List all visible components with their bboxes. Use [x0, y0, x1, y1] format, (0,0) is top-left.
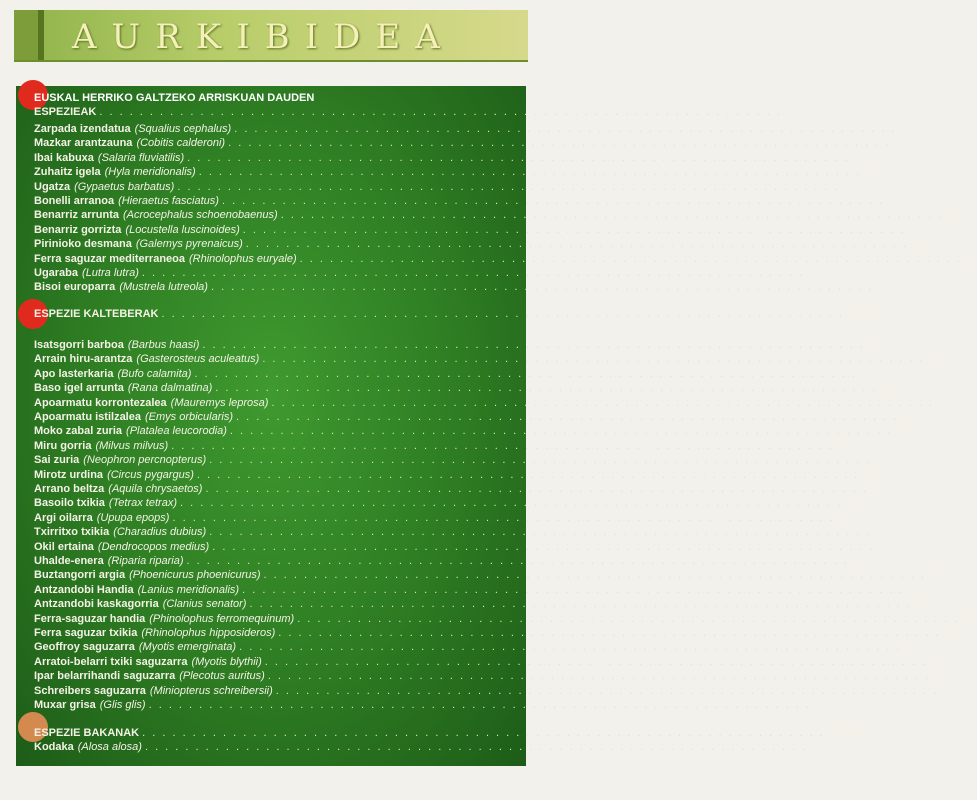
toc-entry[interactable]: Zuhaitz igela (Hyla meridionalis) . . . . . . . . . . . . . . . . . . . . . . . . . . . . . . . . . . . . . . . . . . . . . . . . . . . . . . . . . . . . . . . . . . 10 — [34, 166, 877, 179]
scientific-name: (Gypaetus barbatus) — [74, 180, 175, 193]
page-number: 38 — [874, 454, 887, 467]
section-2-title: ESPEZIE KALTEBERAK — [34, 308, 159, 320]
page-number: 55 — [943, 627, 956, 639]
species-name: Arrano beltza — [34, 483, 105, 495]
toc-entry[interactable]: Geoffroy saguzarra (Myotis emerginata) . . . . . . . . . . . . . . . . . . . . . . . . . . . . . . . . . . . . . . . . . . . . . . . . . . . . . . . . . . . . . . . . . . 56 — [34, 641, 917, 654]
page-number: 25 — [927, 353, 940, 366]
toc-entry[interactable]: Argi oilarra (Upupa epops) . . . . . . . . . . . . . . . . . . . . . . . . . . . . . . . . . . . . . . . . . . . . . . . . . . . . . . . . . . . . . . . . . . 45 — [34, 511, 851, 524]
page-number: 47 — [877, 540, 890, 553]
page-number: 64 — [810, 741, 823, 753]
species-name: Ferra-saguzar handia — [34, 612, 146, 625]
section-3-pages: 64-136 — [827, 727, 862, 739]
toc-entry[interactable]: Mazkar arantzauna (Cobitis calderoni) . . . . . . . . . . . . . . . . . . . . . . . . . . . . . . . . . . . . . . . . . . . . . . . . . . . . . . . . . . . . . . . . . . 6 — [34, 137, 900, 150]
scientific-name: (Mauremys leprosa) — [170, 396, 269, 409]
scientific-name: (Miniopterus schreibersii) — [149, 684, 273, 697]
species-name: Benarriz gorrizta — [34, 223, 122, 236]
page-number: 14 — [887, 195, 900, 207]
species-name: Mazkar arantzauna — [34, 137, 133, 150]
species-name: Bonelli arranoa — [34, 195, 115, 207]
scientific-name: (Bufo calamita) — [117, 367, 192, 380]
page-number: 60 — [941, 684, 954, 697]
page-number: 56 — [904, 641, 917, 654]
toc-entry[interactable]: Ugaraba (Lutra lutra) . . . . . . . . . . . . . . . . . . . . . . . . . . . . . . . . . . . . . . . . . . . . . . . . . . . . . . . . . . . . . . . . . . 20 — [34, 267, 820, 279]
scientific-name: (Cobitis calderoni) — [136, 137, 226, 150]
species-name: Bisoi europarra — [34, 281, 116, 294]
page-number: 48 — [851, 555, 865, 567]
scientific-name: (Aquila chrysaetos) — [108, 483, 203, 495]
toc-entry[interactable]: Apo lasterkaria (Bufo calamita) . . . . . . . . . . . . . . . . . . . . . . . . . . . . . . . . . . . . . . . . . . . . . . . . . . . . . . . . . . . . . . . . . . 26 — [34, 367, 873, 380]
section-2-heading[interactable]: ESPEZIE KALTEBERAK . . . . . . . . . . . . . . . . . . . . . . . . . . . . . . . . . . . . . . . . . . . . . . . . . . . . . . . . . . . . . . . . . . . . 24-62 — [34, 308, 876, 320]
scientific-name: (Riparia riparia) — [107, 555, 184, 567]
species-name: Apoarmatu istilzalea — [34, 411, 141, 423]
page-title: AURKIBIDEA — [72, 17, 455, 57]
page-number: 19 — [965, 252, 977, 265]
toc-entry[interactable]: Uhalde-enera (Riparia riparia) . . . . . . . . . . . . . . . . . . . . . . . . . . . . . . . . . . . . . . . . . . . . . . . . . . . . . . . . . . . . . . . . . . 48 — [34, 555, 865, 567]
scientific-name: (Dendrocopos medius) — [97, 540, 210, 553]
species-name: Buztangorri argia — [34, 569, 126, 582]
scientific-name: (Lutra lutra) — [82, 267, 139, 279]
species-name: Moko zabal zuria — [34, 425, 123, 438]
scientific-name: (Barbus haasi) — [127, 339, 200, 351]
page-number: 36 — [836, 439, 849, 452]
toc-entry[interactable]: Arratoi-belarri txiki saguzarra (Myotis blythii) . . . . . . . . . . . . . . . . . . . . . . . . . . . . . . . . . . . . . . . . . . . . . . . . . . . . . . . . . . . . . . . . . . 57 — [34, 655, 943, 668]
scientific-name: (Squalius cephalus) — [134, 123, 232, 135]
species-name: Baso igel arrunta — [34, 382, 124, 395]
scientific-name: (Myotis emerginata) — [138, 641, 237, 654]
species-name: Antzandobi kaskagorria — [34, 598, 159, 611]
species-name: Sai zuria — [34, 454, 80, 467]
page-number: 54 — [962, 612, 975, 625]
scientific-name: (Locustella luscinoides) — [125, 223, 240, 236]
section-3-title: ESPEZIE BAKANAK — [34, 727, 140, 739]
toc-entry[interactable]: Ferra saguzar txikia (Rhinolophus hipposideros) . . . . . . . . . . . . . . . . . . . . . . . . . . . . . . . . . . . . . . . . . . . . . . . . . . . . . . . . . . . . . . . . . . 55 — [34, 627, 956, 639]
species-name: Okil ertaina — [34, 540, 94, 553]
page-number: 22 — [876, 281, 889, 294]
species-name: Zuhaitz igela — [34, 166, 101, 179]
page-number: 18 — [911, 238, 924, 251]
scientific-name: (Myotis blythii) — [191, 655, 262, 668]
toc-entry[interactable]: Apoarmatu korrontezalea (Mauremys leprosa) . . . . . . . . . . . . . . . . . . . . . . . . . . . . . . . . . . . . . . . . . . . . . . . . . . . . . . . . . . . . . . . . . . 30 — [34, 396, 950, 409]
species-name: Uhalde-enera — [34, 555, 104, 567]
scientific-name: (Clanius senator) — [162, 598, 247, 611]
section-1-heading[interactable]: ESPEZIEAK . . . . . . . . . . . . . . . . . . . . . . . . . . . . . . . . . . . . . . . . . . . . . . . . . . . . . . . . . . . . . . . . . . . . 2-22 — [34, 106, 807, 118]
toc-entry[interactable]: Pirinioko desmana (Galemys pyrenaicus) . . . . . . . . . . . . . . . . . . . . . . . . . . . . . . . . . . . . . . . . . . . . . . . . . . . . . . . . . . . . . . . . . . 18 — [34, 238, 924, 251]
page-number: 30 — [936, 396, 950, 409]
page-number: 52 — [907, 583, 920, 596]
scientific-name: (Galemys pyrenaicus) — [135, 238, 243, 251]
species-name: Ipar belarrihandi saguzarra — [34, 670, 176, 683]
toc-entry[interactable]: Schreibers saguzarra (Miniopterus schreibersii) . . . . . . . . . . . . . . . . . . . . . . . . . . . . . . . . . . . . . . . . . . . . . . . . . . . . . . . . . . . . . . . . . . 60 — [34, 684, 954, 697]
section-3-heading[interactable]: ESPEZIE BAKANAK . . . . . . . . . . . . . . . . . . . . . . . . . . . . . . . . . . . . . . . . . . . . . . . . . . . . . . . . . . . . . . . . . . . . 64-136 — [34, 727, 862, 739]
section-2-pages: 24-62 — [847, 308, 876, 320]
toc-entry[interactable]: Ipar belarrihandi saguzarra (Plecotus auritus) . . . . . . . . . . . . . . . . . . . . . . . . . . . . . . . . . . . . . . . . . . . . . . . . . . . . . . . . . . . . . . . . . . 58 — [34, 670, 946, 683]
scientific-name: (Salaria fluviatilis) — [97, 151, 185, 164]
species-name: Ferra saguzar mediterraneoa — [34, 252, 186, 265]
scientific-name: (Acrocephalus schoenobaenus) — [122, 209, 278, 222]
species-name: Txirritxo txikia — [34, 526, 110, 539]
page-number: 6 — [893, 137, 900, 150]
page-header — [14, 10, 528, 62]
species-name: Miru gorria — [34, 439, 92, 452]
page-number: 34 — [895, 425, 908, 438]
species-name: Zarpada izendatua — [34, 123, 131, 135]
header-stripe — [14, 10, 44, 60]
scientific-name: (Milvus milvus) — [95, 439, 169, 452]
species-name: Arrain hiru-arantza — [34, 353, 133, 366]
scientific-name: (Hyla meridionalis) — [104, 166, 196, 179]
page-number: 20 — [807, 267, 820, 279]
toc-entry[interactable]: Bisoi europarra (Mustrela lutreola) . . . . . . . . . . . . . . . . . . . . . . . . . . . . . . . . . . . . . . . . . . . . . . . . . . . . . . . . . . . . . . . . . . 22 — [34, 281, 889, 294]
toc-entry[interactable]: Ferra saguzar mediterraneoa (Rhinolophus euryale) . . . . . . . . . . . . . . . . . . . . . . . . . . . . . . . . . . . . . . . . . . . . . . . . . . . . . . . . . . . . . . . . . . 19 — [34, 252, 977, 265]
species-name: Muxar grisa — [34, 699, 96, 711]
species-name: Isatsgorri barboa — [34, 339, 124, 351]
species-name: Arratoi-belarri txiki saguzarra — [34, 655, 188, 668]
toc-entry[interactable]: Benarriz arrunta (Acrocephalus schoenobaenus) . . . . . . . . . . . . . . . . . . . . . . . . . . . . . . . . . . . . . . . . . . . . . . . . . . . . . . . . . . . . . . . . . . 16 — [34, 209, 959, 222]
page-number: 46 — [874, 526, 887, 539]
scientific-name: (Phoenicurus phoenicurus) — [129, 569, 261, 582]
toc-entry[interactable]: Kodaka (Alosa alosa) . . . . . . . . . . . . . . . . . . . . . . . . . . . . . . . . . . . . . . . . . . . . . . . . . . . . . . . . . . . . . . . . . . 64 — [34, 741, 823, 753]
scientific-name: (Hieraetus fasciatus) — [118, 195, 219, 207]
page-number: 16 — [946, 209, 959, 222]
page-number: 45 — [837, 511, 851, 524]
species-name: Ugatza — [34, 180, 71, 193]
scientific-name: (Emys orbicularis) — [144, 411, 233, 423]
toc-entry[interactable]: Arrano beltza (Aquila chrysaetos) . . . . . . . . . . . . . . . . . . . . . . . . . . . . . . . . . . . . . . . . . . . . . . . . . . . . . . . . . . . . . . . . . . 42 — [34, 483, 884, 495]
page-number: 62 — [813, 699, 827, 711]
scientific-name: (Upupa epops) — [96, 511, 170, 524]
page-number: 44 — [845, 497, 858, 510]
page-number: 10 — [864, 166, 877, 179]
species-name: Kodaka — [34, 741, 74, 753]
page-number: 26 — [859, 367, 873, 380]
toc-entry[interactable]: Buztangorri argia (Phoenicurus phoenicurus) . . . . . . . . . . . . . . . . . . . . . . . . . . . . . . . . . . . . . . . . . . . . . . . . . . . . . . . . . . . . . . . . . . 50 — [34, 569, 942, 582]
toc-entry[interactable]: Txirritxo txikia (Charadius dubius) . . . . . . . . . . . . . . . . . . . . . . . . . . . . . . . . . . . . . . . . . . . . . . . . . . . . . . . . . . . . . . . . . . 46 — [34, 526, 887, 539]
species-name: Basoilo txikia — [34, 497, 105, 510]
toc-entry[interactable]: Antzandobi Handia (Lanius meridionalis) . . . . . . . . . . . . . . . . . . . . . . . . . . . . . . . . . . . . . . . . . . . . . . . . . . . . . . . . . . . . . . . . . . 52 — [34, 583, 920, 596]
scientific-name: (Alosa alosa) — [77, 741, 142, 753]
toc-entry[interactable]: Ferra-saguzar handia (Phinolophus ferromequinum) . . . . . . . . . . . . . . . . . . . . . . . . . . . . . . . . . . . . . . . . . . . . . . . . . . . . . . . . . . . . . . . . . . 54 — [34, 612, 975, 625]
toc-entry[interactable]: Ibai kabuxa (Salaria fluviatilis) . . . . . . . . . . . . . . . . . . . . . . . . . . . . . . . . . . . . . . . . . . . . . . . . . . . . . . . . . . . . . . . . . . 8 — [34, 151, 859, 164]
toc-entry[interactable]: Miru gorria (Milvus milvus) . . . . . . . . . . . . . . . . . . . . . . . . . . . . . . . . . . . . . . . . . . . . . . . . . . . . . . . . . . . . . . . . . . 36 — [34, 439, 849, 452]
scientific-name: (Rhinolophus hipposideros) — [141, 627, 276, 639]
scientific-name: (Neophron percnopterus) — [83, 454, 207, 467]
page-number: 8 — [852, 151, 859, 164]
scientific-name: (Charadius dubius) — [113, 526, 207, 539]
species-name: Ugaraba — [34, 267, 79, 279]
toc-entry[interactable]: Ugatza (Gypaetus barbatus) . . . . . . . . . . . . . . . . . . . . . . . . . . . . . . . . . . . . . . . . . . . . . . . . . . . . . . . . . . . . . . . . . . 12 — [34, 180, 855, 193]
scientific-name: (Phinolophus ferromequinum) — [149, 612, 295, 625]
species-name: Antzandobi Handia — [34, 583, 134, 596]
section-1-pages: 2-22 — [784, 106, 807, 118]
species-name: Schreibers saguzarra — [34, 684, 146, 697]
toc-entry[interactable]: Baso igel arrunta (Rana dalmatina) . . . . . . . . . . . . . . . . . . . . . . . . . . . . . . . . . . . . . . . . . . . . . . . . . . . . . . . . . . . . . . . . . . 28 — [34, 382, 893, 395]
section-1-title-line2: ESPEZIEAK — [34, 106, 97, 118]
toc-entry[interactable]: Moko zabal zuria (Platalea leucorodia) . . . . . . . . . . . . . . . . . . . . . . . . . . . . . . . . . . . . . . . . . . . . . . . . . . . . . . . . . . . . . . . . . . 34 — [34, 425, 908, 438]
page-number: 17 — [908, 223, 921, 236]
species-name: Argi oilarra — [34, 511, 93, 524]
scientific-name: (Circus pygargus) — [107, 468, 194, 481]
toc-entry[interactable]: Mirotz urdina (Circus pygargus) . . . . . . . . . . . . . . . . . . . . . . . . . . . . . . . . . . . . . . . . . . . . . . . . . . . . . . . . . . . . . . . . . . 40 — [34, 468, 875, 481]
scientific-name: (Rana dalmatina) — [127, 382, 213, 395]
species-name: Apoarmatu korrontezalea — [34, 396, 167, 409]
toc-entry[interactable]: Basoilo txikia (Tetrax tetrax) . . . . . . . . . . . . . . . . . . . . . . . . . . . . . . . . . . . . . . . . . . . . . . . . . . . . . . . . . . . . . . . . . . 44 — [34, 497, 858, 510]
page-number: 24 — [867, 339, 881, 351]
species-name: Apo lasterkaria — [34, 367, 114, 380]
species-name: Ibai kabuxa — [34, 151, 94, 164]
page-number: 58 — [933, 670, 946, 683]
scientific-name: (Plecotus auritus) — [179, 670, 265, 683]
page-number: 50 — [928, 569, 942, 582]
page-number: 28 — [880, 382, 893, 395]
page-number: 40 — [862, 468, 875, 481]
toc-entry[interactable]: Apoarmatu istilzalea (Emys orbicularis) . . . . . . . . . . . . . . . . . . . . . . . . . . . . . . . . . . . . . . . . . . . . . . . . . . . . . . . . . . . . . . . . . . 32 — [34, 411, 914, 423]
page-number: 4 — [899, 123, 906, 135]
scientific-name: (Rhinolophus euryale) — [189, 252, 297, 265]
species-name: Geoffroy saguzarra — [34, 641, 135, 654]
page-number: 57 — [930, 655, 943, 668]
species-name: Mirotz urdina — [34, 468, 104, 481]
toc-entry[interactable]: Antzandobi kaskagorria (Clanius senator) . . . . . . . . . . . . . . . . . . . . . . . . . . . . . . . . . . . . . . . . . . . . . . . . . . . . . . . . . . . . . . . . . . 53 — [34, 598, 928, 611]
scientific-name: (Lanius meridionalis) — [137, 583, 240, 596]
toc-entry[interactable]: Muxar grisa (Glis glis) . . . . . . . . . . . . . . . . . . . . . . . . . . . . . . . . . . . . . . . . . . . . . . . . . . . . . . . . . . . . . . . . . . 62 — [34, 699, 827, 711]
scientific-name: (Tetrax tetrax) — [108, 497, 177, 510]
page-number: 32 — [901, 411, 914, 423]
page-number: 12 — [842, 180, 855, 193]
scientific-name: (Glis glis) — [99, 699, 146, 711]
section-1-title-line1: EUSKAL HERRIKO GALTZEKO ARRISKUAN DAUDEN — [34, 92, 315, 104]
toc-entry[interactable]: Arrain hiru-arantza (Gasterosteus aculeatus) . . . . . . . . . . . . . . . . . . . . . . . . . . . . . . . . . . . . . . . . . . . . . . . . . . . . . . . . . . . . . . . . . . 25 — [34, 353, 940, 366]
species-name: Benarriz arrunta — [34, 209, 119, 222]
toc-entry[interactable]: Okil ertaina (Dendrocopos medius) . . . . . . . . . . . . . . . . . . . . . . . . . . . . . . . . . . . . . . . . . . . . . . . . . . . . . . . . . . . . . . . . . . 47 — [34, 540, 890, 553]
toc-entry[interactable]: Benarriz gorrizta (Locustella luscinoides) . . . . . . . . . . . . . . . . . . . . . . . . . . . . . . . . . . . . . . . . . . . . . . . . . . . . . . . . . . . . . . . . . . 17 — [34, 223, 921, 236]
page-number: 53 — [914, 598, 928, 611]
scientific-name: (Gasterosteus aculeatus) — [136, 353, 260, 366]
species-name: Ferra saguzar txikia — [34, 627, 138, 639]
species-name: Pirinioko desmana — [34, 238, 132, 251]
toc-entry[interactable]: Isatsgorri barboa (Barbus haasi) . . . . . . . . . . . . . . . . . . . . . . . . . . . . . . . . . . . . . . . . . . . . . . . . . . . . . . . . . . . . . . . . . . 24 — [34, 339, 881, 351]
toc-entry[interactable]: Bonelli arranoa (Hieraetus fasciatus) . . . . . . . . . . . . . . . . . . . . . . . . . . . . . . . . . . . . . . . . . . . . . . . . . . . . . . . . . . . . . . . . . . 14 — [34, 195, 900, 207]
toc-entry[interactable]: Sai zuria (Neophron percnopterus) . . . . . . . . . . . . . . . . . . . . . . . . . . . . . . . . . . . . . . . . . . . . . . . . . . . . . . . . . . . . . . . . . . 38 — [34, 454, 887, 467]
scientific-name: (Mustrela lutreola) — [119, 281, 208, 294]
toc-entry[interactable]: Zarpada izendatua (Squalius cephalus) . . . . . . . . . . . . . . . . . . . . . . . . . . . . . . . . . . . . . . . . . . . . . . . . . . . . . . . . . . . . . . . . . . 4 — [34, 123, 906, 135]
scientific-name: (Platalea leucorodia) — [126, 425, 227, 438]
page-number: 42 — [870, 483, 884, 495]
